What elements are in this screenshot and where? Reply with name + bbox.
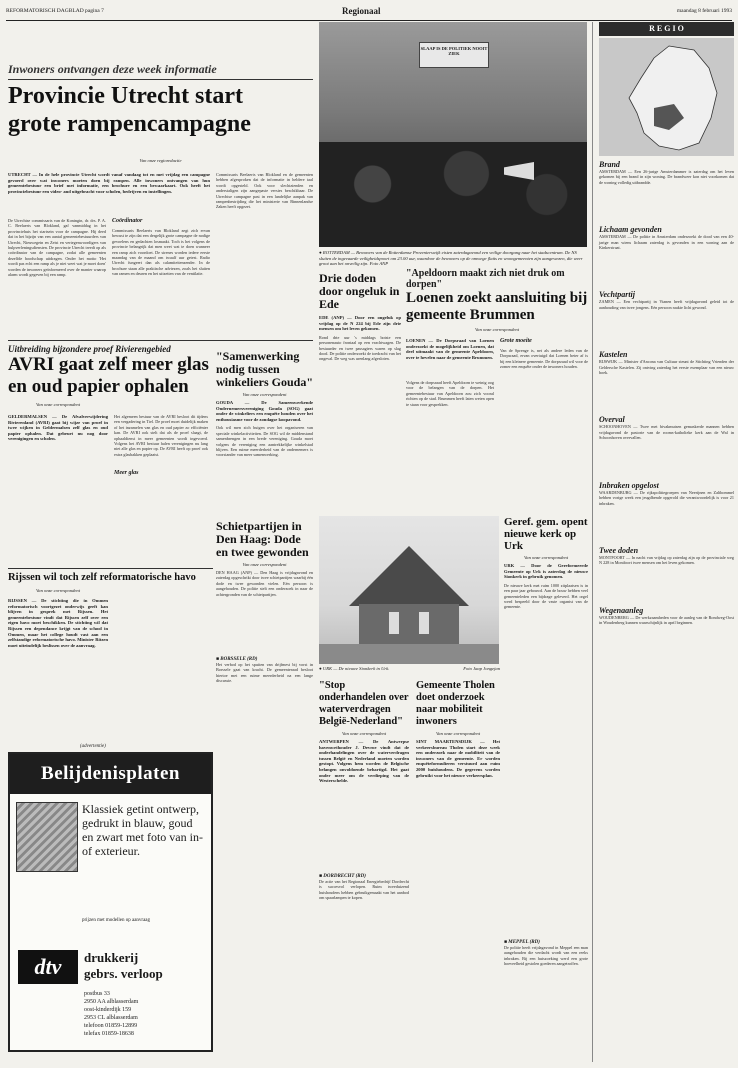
main-headline-1: Provincie Utrecht start — [8, 83, 244, 109]
main-lead: UTRECHT — In de hele provincie Utrecht wordt vanaf vandaag tot en met vrijdag een campagne gevoerd over wat inwoners moeten doen bij rampen. Alle inwoners ontvangen van hun gemeentebestuur een brief met informatie, een brochure en een bewaarkaart. Ook heeft het provinciebestuur een video- and uitgebracht voor scholen, bedrijven en instellingen. — [8, 172, 210, 194]
regio-item — [599, 290, 734, 310]
main-body-3: Commissaris Beelaerts van Blokland en de gemeenten hebben afgesproken dat de informatie in heldere taal wordt opgesteld. Ook voor slechtzienden en anderstaligen zijn aangepaste versies beschikbaar. De Utrechtse campagne past in een landelijke aanpak van rampenbestrijding die het ministerie van Binnenlandse Zaken heeft opgezet. — [216, 172, 313, 210]
ad-label: (advertentie) — [80, 744, 106, 749]
main-headline-2: grote rampencampagne — [8, 111, 251, 137]
netherlands-map-icon — [599, 38, 733, 156]
regio-item-title: Inbraken opgelost — [599, 480, 659, 490]
schiet-article — [216, 520, 313, 684]
ad-certificate-image — [16, 802, 78, 872]
loenen-body: Volgens de dorpsraad heeft Apeldoorn te weinig oog voor de belangen van de dorpen. Het gemeentebestuur van Apeldoorn zou zich vooral richten op de stad. Brummen heeft laten weten open te staan voor gesprekken. — [406, 380, 494, 407]
regio-item-title: Lichaam gevonden — [599, 225, 662, 235]
gouda-headline: "Samenwerking nodig tussen winkeliers Gouda" — [216, 349, 314, 389]
stop-article — [319, 680, 409, 900]
urk-byline: Van onze correspondent — [524, 555, 568, 560]
avri-kicker: Uitbreiding bijzondere proef Rivierengebied — [8, 344, 171, 354]
meppel-brief — [504, 940, 588, 967]
church-ground — [319, 644, 499, 664]
advertisement — [8, 752, 213, 1052]
tholen-headline: Gemeente Tholen doet onderzoek naar mobiliteit inwoners — [416, 680, 495, 727]
loenen-byline: Van onze correspondent — [475, 327, 519, 332]
ad-logo: dtv — [18, 950, 78, 984]
regio-sidebar — [592, 22, 734, 1062]
tholen-body: SINT MAARTENSDIJK — Het verkeersbureau Tholen start deze week een onderzoek naar de mobiliteit van de inwoners van de gemeente. Er worden enquêteformulieren verstuurd aan ruim 2000 huishoudens. De gegevens worden gebruikt voor het nieuwe verkeersplan. — [416, 739, 500, 778]
urk-headline-1: Geref. gem. opent — [504, 516, 588, 528]
drie-lead: EDE (ANP) — Door een ongeluk op vrijdag op de N 224 bij Ede zijn drie mensen om het leven gekomen. — [319, 315, 401, 332]
ad-prices: prijzen met modellen op aanvraag — [82, 918, 151, 923]
gouda-body: Ook wil men zich buigen over het organiseren van speciale winkelactiviteiten. De SOG wil de middenstand samenbrengen in een brede vereniging. Gouda moet volgens de vereniging een aantrekkelijke winkelstad blijven. Een ruime meerderheid van de ondernemers is voorstander van meer samenwerking. — [216, 425, 313, 458]
protest-photo — [319, 22, 587, 247]
drie-body: Rond drie uur 's middags botste een personenauto frontaal op een vrachtwagen. De bestuurder en twee passagiers waren op slag dood. De politie onderzoekt de toedracht van het ongeval. De weg was urenlang afgesloten. — [319, 334, 401, 362]
regio-item-body: AMSTERDAM — De politie in Amsterdam onderzoekt de dood van een 40-jarige man wiens lichaam zaterdag is gevonden in een woning aan de Kinkerstraat. — [599, 234, 734, 251]
schiet-headline: Schietpartijen in Den Haag: Dode en twee gewonden — [216, 519, 309, 559]
regio-item-body: RIJSWIJK — Minister d'Ancona van Cultuur steunt de Stichting Vrienden der Geldersche Kastelen. Zij ontving zaterdag het eerste exemplaar van een nieuw boek. — [599, 359, 734, 376]
borssele-body: Het verbod op het spuiten van drijfmest bij vorst in Borssele gaat van kracht. De gemeenteraad besloot hiertoe met een ruime meerderheid na een lange discussie. — [216, 662, 313, 684]
tholen-article — [416, 680, 500, 778]
church-window — [419, 612, 429, 634]
section-divider — [8, 340, 313, 341]
loenen-subhead: Grote moeite — [500, 338, 532, 344]
tholen-byline: Van onze correspondent — [436, 731, 480, 736]
avri-subhead: Meer glas — [114, 470, 139, 476]
main-subhead: Coördinator — [112, 218, 143, 224]
main-byline: Van onze regioredactie — [139, 158, 182, 163]
meppel-title: ■ MEPPEL (RD) — [504, 940, 540, 945]
header-section: Regionaal — [342, 6, 381, 16]
loenen-headline-2: Loenen zoekt aansluiting bij gemeente Brummen — [406, 290, 588, 323]
stop-byline: Van onze correspondent — [342, 731, 386, 736]
section-divider — [8, 568, 213, 569]
regio-item-title: Brand — [599, 160, 620, 169]
regio-item-title: Overval — [599, 415, 625, 425]
main-body: De Utrechtse commissaris van de Koningin, dr. drs. P. A. C. Beelaerts van Blokland, gaf vanmiddag in het provinciehuis het startsein voor de campagne. Hij deed dat in het bijzijn van een aantal gemeentebestuurders van Utrecht, Nieuwegein en Zeist en vertegenwoordigers van hulpverleningsdiensten. De provincie Utrecht treedt op als coördinator van de campagne, zodat alle gemeenten dezelfde boodschap uitdragen. Onder het motto 'Het wordt pas echt een ramp als je niet weet wat je moet doen' worden de inwoners geïnformeerd over de manier waarop alarm wordt gegeven bij een ramp. — [8, 218, 106, 278]
ad-address: postbus 33 2950 AA alblasserdam oost-kinderdijk 159 2953 CL alblasserdam telefoon 01859-12899 telefax 01859-18638 — [84, 991, 139, 1037]
main-article — [8, 62, 313, 138]
header-date: maandag 8 februari 1993 — [676, 8, 732, 14]
schiet-body: DEN HAAG (ANP) — Den Haag is vrijdagavond en zaterdag opgeschrikt door twee schietpartijen waarbij één dode en twee gewonden vielen. Eén persoon is aangehouden. De politie stelt een onderzoek in naar de achtergronden van de schietpartijen. — [216, 570, 313, 597]
meppel-body: De politie heeft vrijdagavond in Meppel een man aangehouden die verdacht wordt van een reeks inbraken. Bij een huiszoeking werd een grote hoeveelheid gestolen goederen aangetroffen. — [504, 945, 588, 967]
regio-item-body: WAARDENBURG — De rijkspolitiegroepen van Neerijnen en Zaltbommel hebben vorige week een jeugdbende opgerold die verantwoordelijk is voor 21 inbraken. — [599, 489, 734, 506]
church-photo — [319, 516, 499, 664]
rijssen-headline: Rijssen wil toch zelf reformatorische havo — [8, 572, 196, 583]
gouda-byline: Van onze correspondent — [242, 392, 287, 397]
regio-map — [599, 38, 734, 156]
avri-byline: Van onze correspondent — [36, 402, 80, 407]
borssele-title: ■ BORSSELE (RD) — [216, 657, 258, 663]
protest-banner: SLAAP IS DE POLITIEK NOOIT ZIEK — [419, 42, 489, 68]
loenen-article — [406, 268, 588, 332]
avri-body: Het algemeen bestuur van de AVRI besloot dit tijdens een vergadering in Tiel. De proef moet duidelijk maken of het inzamelen van glas en oud papier zo efficiënter kan. De AVRI ook stelt dat als de proef slaagt, de ophaaldienst in meer gemeenten wordt ingevoerd. Volgens het AVRI bestuur halen verenigingen nu lang niet alle glas en papier op. De AVRI heeft op proef ook extra glasbakken geplaatst. — [114, 414, 208, 457]
church-roof — [349, 546, 469, 606]
regio-item — [599, 225, 734, 250]
rijssen-body: RIJSSEN — De stichting die in Ommen reformatorisch voortgezet onderwijs geeft kan blijven in gesprek met Rijssen. Het gemeentebestuur vindt dat Rijssen zelf over een eigen havo moet beschikken. De stichting wil dat Rijssen een dependance krijgt van de school in Ommen, maar het college houdt vast aan een zelfstandige reformatorische havo. Minister Ritzen moet uiteindelijk beslissen over de aanvraag. — [8, 598, 108, 648]
regio-item — [599, 606, 734, 626]
avri-lead: GELDERMALSEN — De Afvalverwijdering Rivierenland (AVRI) gaat bij wijze van proef in twee wijken in Geldermalsen zelf glas en oud papier ophalen. Dat gebeurt nu nog door verenigingen en scholen. — [8, 414, 108, 442]
page-header — [6, 6, 732, 21]
stop-headline: "Stop onderhandelen over waterverdragen België-Nederland" — [319, 680, 409, 727]
church-window — [389, 612, 399, 634]
regio-item — [599, 481, 734, 506]
main-body-2: Commissaris Beelaerts van Blokland zegt zich ervan bewust te zijn dat een dergelijk grote campagne de nodige gevoelens en gedachten losmaakt. Toch is het volgens de provincie belangrijk dat men weet wat te doen wanneer een ramp zich voordoet. De sirenes worden iedere eerste maandag van de maand om twaalf uur getest. Radio Utrecht fungeert dan als calamiteitenzender. In de brochure staan alle praktische adviezen, zoals het sluiten van ramen en deuren en het uitzetten van de ventilatie. — [112, 228, 210, 277]
regio-item-body: SCHOONHOVEN — Twee met bivakmutsen gemaskerde mannen hebben vrijdagavond de pastorie van de rooms-katholieke kerk aan de Wal in Schoonhoven overvallen. — [599, 424, 734, 441]
gouda-lead: GOUDA — De Sameenwerkende Ondernemersvereniging Gouda (SOG) gaat onder de winkeliers een enquête houden over het enthousiasme voor de zondagse koopavond. — [216, 400, 313, 422]
loenen-headline-1: "Apeldoorn maakt zich niet druk om dorpen" — [406, 268, 565, 290]
ad-company-2: gebrs. verloop — [84, 966, 163, 981]
schiet-byline: Van onze correspondent — [242, 562, 287, 567]
ad-slogan: Klassiek getint ontwerp, gedrukt in blauw, goud en zwart met foto van in- of exterieur. — [82, 802, 203, 858]
gouda-article — [216, 350, 313, 458]
urk-article — [504, 516, 588, 610]
regio-list — [599, 160, 734, 626]
drie-article — [319, 272, 401, 362]
protest-crowd — [319, 142, 587, 247]
urk-body: De nieuwe kerk met ruim 1000 zitplaatsen is in een paar jaar gebouwd. Aan de bouw hebben veel gemeenteleden een bijdrage geleverd. Het orgel werd bespeeld door de vaste organist van de gemeente. — [504, 582, 588, 610]
regio-item — [599, 160, 734, 185]
church-photo-caption: ● URK — De nieuwe Sionkerk in Urk. — [319, 666, 390, 671]
regio-item-title: Wegenaanleg — [599, 605, 644, 615]
protest-photo-caption: ● ROTTERDAM — Bewoners van de Rotterdamse Provenierswijk eisten zaterdagavond een veilige doorgang naar het stadscentrum. De NS sluiten de ingevaarde veiligheidspoort om 23.00 uur, waardoor de bewoners op de omwege flatts en woongemeenten zijn aangewezen, die weer groot aan het onveilig zijn. Foto ANP — [319, 250, 583, 267]
dordrecht-body: De actie van het Regionaal Energiebedrijf Dordrecht is succesvol verlopen. Ruim tweeduizend huishoudens hebben gebruikgemaakt van het aanbod om spaarlampen te kopen. — [319, 878, 409, 900]
regio-item-title: Vechtpartij — [599, 290, 636, 300]
rijssen-byline: Van onze correspondent — [36, 588, 80, 593]
ad-company-1: drukkerij — [84, 950, 139, 965]
loenen-lead: LOENEN — De Dorpsraad van Loenen onderzoekt de mogelijkheid om Loenen, dat deel uitmaakt van de gemeente Apeldoorn, over te hevelen naar de gemeente Brummen. — [406, 338, 494, 360]
main-kicker: Inwoners ontvangen deze week informatie — [8, 62, 313, 80]
avri-headline-1: AVRI gaat zelf meer glas — [8, 354, 209, 375]
regio-item-body: WOUDENBERG — De werkzaamheden voor de aanleg van de Rondweg-Oost in Woudenberg kunnen waarschijnlijk in april beginnen. — [599, 614, 734, 626]
regio-item — [599, 415, 734, 440]
urk-lead: URK — Door de Gereformeerde Gemeente op Urk is zaterdag de nieuwe Sionkerk in gebruik genomen. — [504, 563, 588, 580]
regio-item — [599, 350, 734, 375]
loenen-body-2: Van de Sprenge is, net als andere leden van de Dorpsraad, ervan overtuigd dat Loenen beter af is bij een kleinere gemeente. De dorpsraad wil voor de zomer een enquête onder de inwoners houden. — [500, 348, 588, 370]
avri-headline-2: en oud papier ophalen — [8, 376, 189, 397]
regio-item — [599, 546, 734, 566]
regio-item-title: Twee doden — [599, 545, 639, 555]
header-left: REFORMATORISCH DAGBLAD pagina 7 — [6, 8, 104, 14]
regio-item-body: AMSTERDAM — Een 26-jarige Amsterdammer is zaterdag om het leven gekomen bij een brand in zijn woning. De brandweer kon niet voorkomen dat de woning volledig uitbrandde. — [599, 169, 734, 185]
drie-headline: Drie doden door ongeluk in Ede — [319, 271, 400, 311]
dordrecht-title: ■ DORDRECHT (RD) — [319, 873, 366, 879]
church-photo-credit: Foto Jaap Jongejan — [463, 666, 500, 671]
regio-banner: R E G I O — [599, 22, 734, 36]
regio-item-body: ZAMEN — Een vechtpartij in Vianen heeft vrijdagavond geleid tot de aanhouding van twee jongens. Eén persoon raakte licht gewond. — [599, 299, 734, 310]
regio-item-body: MONTFOORT — In nacht van vrijdag op zaterdag zijn op de provinciale weg N 228 in Montfoort twee mensen om het leven gekomen. — [599, 554, 734, 566]
church-wall — [359, 604, 459, 644]
regio-item-title: Kastelen — [599, 350, 628, 360]
stop-body: ANTWERPEN — De Antwerpse havenwethouder J. Devroe vindt dat de onderhandelingen over de waterverdragen tussen België en Nederland moeten worden gestopt. Volgens hem worden de Belgische belangen onvoldoende behartigd. Het gaat onder meer om de verdieping van de Westerschelde. — [319, 739, 409, 784]
ad-title: Belijdenisplaten — [10, 754, 211, 794]
urk-headline-2: nieuwe kerk op Urk — [504, 528, 577, 552]
